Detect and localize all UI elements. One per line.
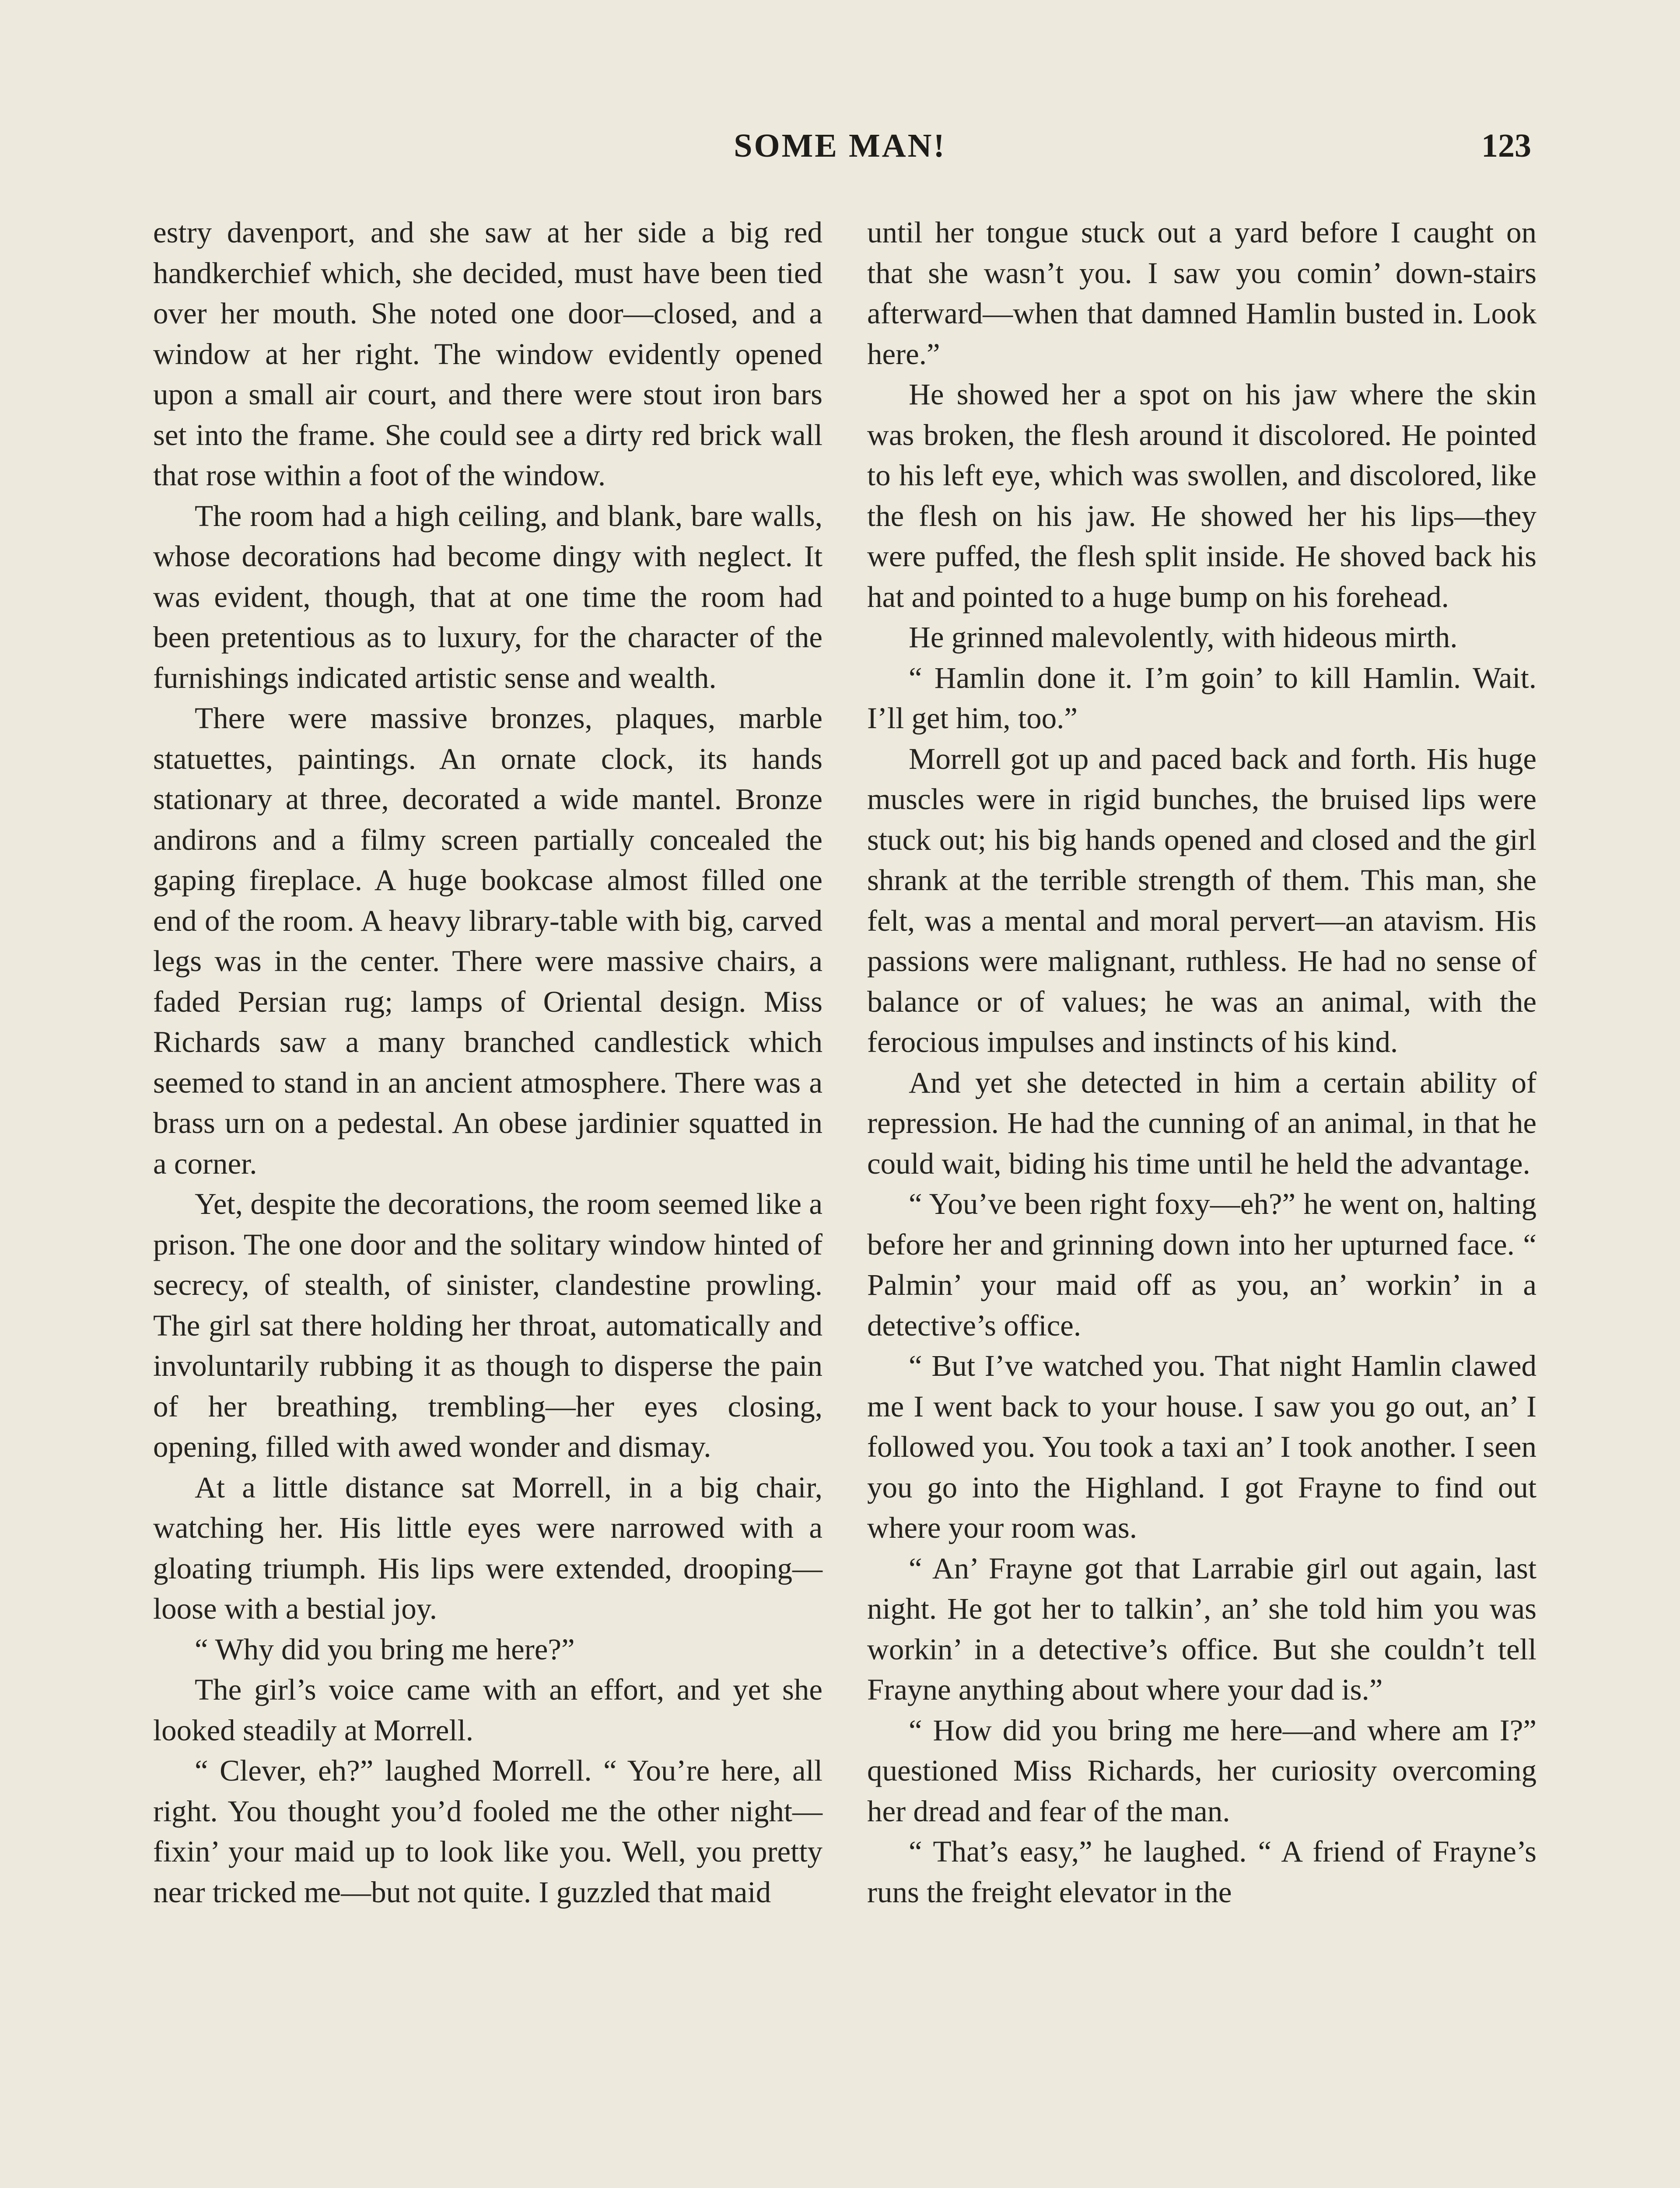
paragraph: “ How did you bring me here—and where am I?” questioned Miss Richards, her curiosity overcoming her dread and fear of the man.: [867, 1713, 1536, 1828]
paragraph: “ An’ Frayne got that Larrabie girl out again, last night. He got her to talkin’, an’ she told him you was workin’ in a detective’s office. But she couldn’t tell Frayne anything about where your dad is.”: [867, 1551, 1536, 1706]
paragraph: He showed her a spot on his jaw where the skin was broken, the flesh around it discolored. He pointed to his left eye, which was swollen, and discolored, like the flesh on his jaw. He showed her his lips—they were puffed, the flesh split inside. He shoved back his hat and pointed to a huge bump on his forehead.: [867, 378, 1536, 614]
paragraph: At a little distance sat Morrell, in a big chair, watching her. His little eyes were narrowed with a gloating triumph. His lips were extended, drooping—loose with a bestial joy.: [153, 1470, 822, 1625]
paragraph: There were massive bronzes, plaques, marble statuettes, paintings. An ornate clock, its hands stationary at three, decorated a wide mantel. Bronze andirons and a filmy screen partially concealed the gaping fireplace. A huge bookcase almost filled one end of the room. A heavy library-table with big, carved legs was in the center. There were massive chairs, a faded Persian rug; lamps of Oriental design. Miss Richards saw a many branched candlestick which seemed to stand in an ancient atmosphere. There was a brass urn on a pedestal. An obese jardinier squatted in a corner.: [153, 701, 822, 1180]
paragraph: “ Hamlin done it. I’m goin’ to kill Hamlin. Wait. I’ll get him, too.”: [867, 661, 1536, 735]
paragraph: “ You’ve been right foxy—eh?” he went on, halting before her and grinning down into her upturned face. “ Palmin’ your maid off as you, an’ workin’ in a detective’s office.: [867, 1187, 1536, 1342]
paragraph: “ Why did you bring me here?”: [195, 1632, 575, 1666]
paragraph: He grinned malevolently, with hideous mirth.: [909, 621, 1458, 654]
running-head: SOME MAN!: [734, 127, 946, 164]
page-number: 123: [1481, 127, 1531, 164]
right-column: [867, 212, 1536, 1912]
paragraph: And yet she detected in him a certain ability of repression. He had the cunning of an animal, in that he could wait, biding his time until he held the advantage.: [867, 1066, 1536, 1180]
left-column: [153, 212, 822, 1912]
paragraph: The room had a high ceiling, and blank, bare walls, whose decorations had become dingy with neglect. It was evident, though, that at one time the room had been pretentious as to luxury, for the character of the furnishings indicated artistic sense and wealth.: [153, 499, 822, 694]
paragraph: “ But I’ve watched you. That night Hamlin clawed me I went back to your house. I saw you go out, an’ I followed you. You took a taxi an’ I took another. I seen you go into the Highland. I got Frayne to find out where your room was.: [867, 1349, 1536, 1544]
paragraph: until her tongue stuck out a yard before I caught on that she wasn’t you. I saw you comin’ down-stairs afterward—when that damned Hamlin busted in. Look here.”: [867, 216, 1536, 371]
paragraph: Morrell got up and paced back and forth. His huge muscles were in rigid bunches, the bruised lips were stuck out; his big hands opened and closed and the girl shrank at the terrible strength of them. This man, she felt, was a mental and moral pervert—an atavism. His passions were malignant, ruthless. He had no sense of balance or of values; he was an animal, with the ferocious impulses and instincts of his kind.: [867, 742, 1536, 1059]
paragraph: Yet, despite the decorations, the room seemed like a prison. The one door and the solitary window hinted of secrecy, of stealth, of sinister, clandestine prowling. The girl sat there holding her throat, automatically and involuntarily rubbing it as though to disperse the pain of her breathing, trembling—her eyes closing, opening, filled with awed wonder and dismay.: [153, 1187, 822, 1463]
page-header: [149, 127, 1531, 179]
paragraph: “ Clever, eh?” laughed Morrell. “ You’re here, all right. You thought you’d fooled me the other night—fixin’ your maid up to look like you. Well, you pretty near tricked me—but not quite. I guzzled that maid: [153, 1754, 822, 1909]
paragraph: “ That’s easy,” he laughed. “ A friend of Frayne’s runs the freight elevator in the: [867, 1835, 1536, 1909]
paragraph: The girl’s voice came with an effort, and yet she looked steadily at Morrell.: [153, 1673, 822, 1747]
paragraph: estry davenport, and she saw at her side a big red handkerchief which, she decided, must have been tied over her mouth. She noted one door—closed, and a window at her right. The window evidently opened upon a small air court, and there were stout iron bars set into the frame. She could see a dirty red brick wall that rose within a foot of the window.: [153, 216, 822, 492]
